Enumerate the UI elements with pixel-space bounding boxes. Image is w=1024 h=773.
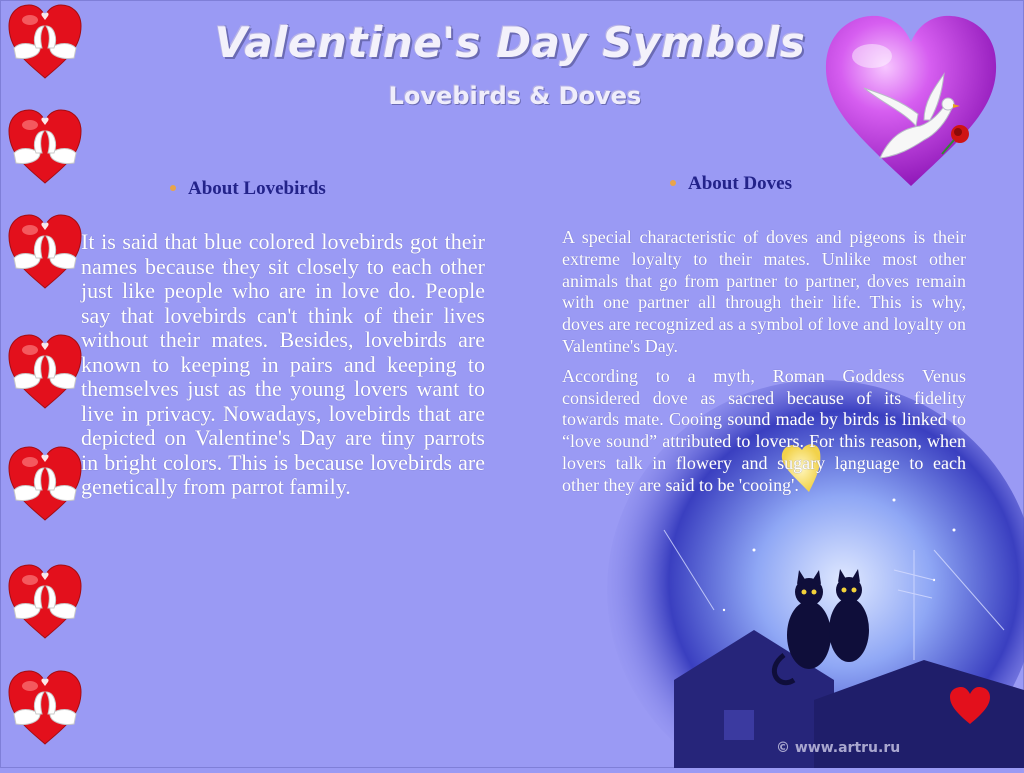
bullet-icon <box>170 185 176 191</box>
purple-heart-dove-icon <box>820 8 1002 190</box>
doves-paragraph-1: A special characteristic of doves and pigeons is their extreme loyalty to their mates. Unlike most other animals that go from partner to partner, doves remain with one partner all through their life. This is why, doves are recognized as a symbol of love and loyalty on Valentine's Day. <box>562 227 966 356</box>
doves-text <box>562 227 966 497</box>
heart-swans-icon <box>6 2 84 80</box>
lovebirds-paragraph: It is said that blue colored lovebirds got their names because they sit closely to each other just like people who are in love do. People say that lovebirds can't think of their lives without their mates. Besides, lovebirds are known to keeping in pairs and keeping to themselves just as the young lovers want to live in privacy. Nowadays, lovebirds that are depicted on Valentine's Day are tiny parrots in bright colors. This is because lovebirds are genetically from parrot family. <box>81 229 485 499</box>
watermark: © www.artru.ru <box>776 740 901 756</box>
slide-subtitle: Lovebirds & Doves <box>388 82 642 110</box>
heart-strip <box>2 0 86 768</box>
lovebirds-heading-label: About Lovebirds <box>188 178 326 199</box>
doves-heading-label: About Doves <box>688 173 792 194</box>
heart-swans-icon <box>6 562 84 640</box>
bullet-icon <box>670 180 676 186</box>
red-heart-icon <box>948 686 992 726</box>
heart-swans-icon <box>6 212 84 290</box>
doves-heading <box>670 173 792 195</box>
doves-paragraph-2: According to a myth, Roman Goddess Venus considered dove as sacred because of its fidelity towards mate. Cooing sound made by birds is linked to “love sound” attributed to lovers. For this reason, when lovers talk in flowery and sugary language to each other they are said to be 'cooing'. <box>562 365 966 495</box>
heart-swans-icon <box>6 332 84 410</box>
slide-title: Valentine's Day Symbols <box>214 18 806 67</box>
heart-swans-icon <box>6 107 84 185</box>
lovebirds-heading <box>170 178 326 200</box>
lovebirds-text <box>81 230 485 500</box>
heart-swans-icon <box>6 668 84 746</box>
heart-swans-icon <box>6 444 84 522</box>
